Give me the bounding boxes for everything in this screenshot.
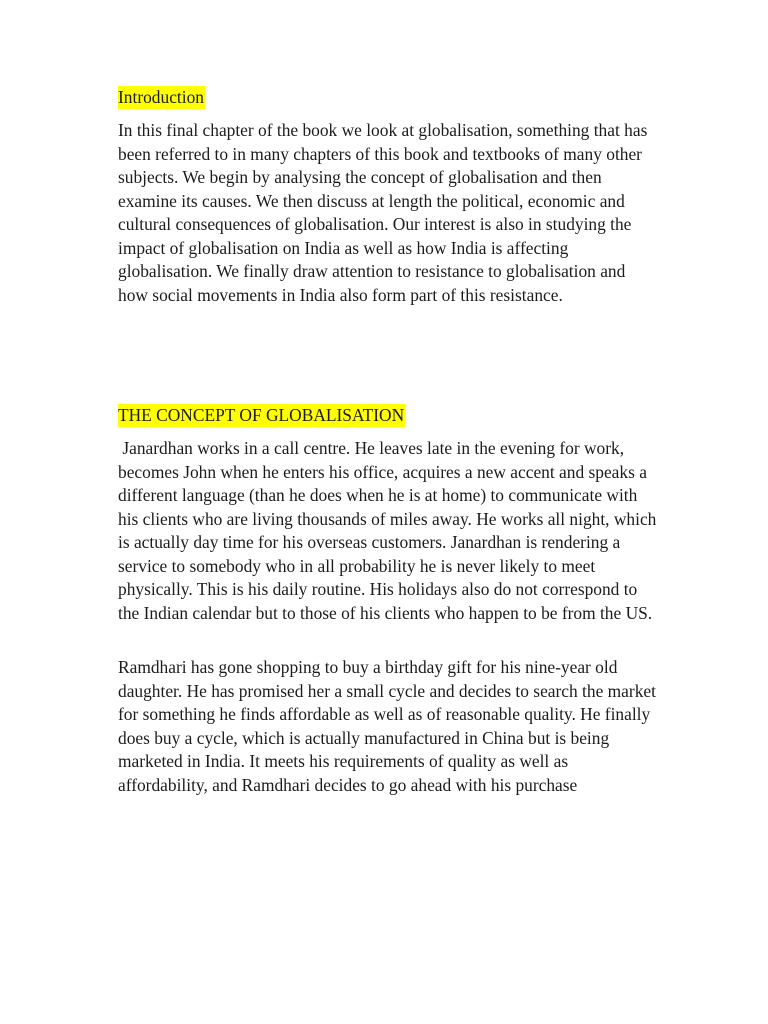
janardhan-paragraph: Janardhan works in a call centre. He leaves late in the evening for work, becomes John when he enters his office, acquires a new accent and speaks a different language (than he does when he is at home) to communicate with his clients who are living thousands of miles away. He works all night, which is actually day time for his overseas customers. Janardhan is rendering a service to somebody who in all probability he is never likely to meet physically. This is his daily routine. His holidays also do not correspond to the Indian calendar but to those of his clients who happen to be from the US. [118, 438, 661, 623]
ramdhari-paragraph: Ramdhari has gone shopping to buy a birthday gift for his nine-year old daughter. He has promised her a small cycle and decides to search the market for something he finds affordable as well as of reasonable quality. He finally does buy a cycle, which is actually manufactured in China but is being marketed in India. It meets his requirements of quality as well as affordability, and Ramdhari decides to go ahead with his purchase [118, 657, 656, 795]
section-heading-introduction: Introduction [118, 87, 204, 107]
section-heading-concept-of-globalisation: THE CONCEPT OF GLOBALISATION [118, 405, 405, 425]
introduction-paragraph: In this final chapter of the book we look at globalisation, something that has been referred to in many chapters of this book and textbooks of many other subjects. We begin by analysing the concept of globalisation and then examine its causes. We then discuss at length the political, economic and cultural consequences of globalisation. Our interest is also in studying the impact of globalisation on India as well as how India is affecting globalisation. We finally draw attention to resistance to globalisation and how social movements in India also form part of this resistance. [118, 120, 648, 305]
